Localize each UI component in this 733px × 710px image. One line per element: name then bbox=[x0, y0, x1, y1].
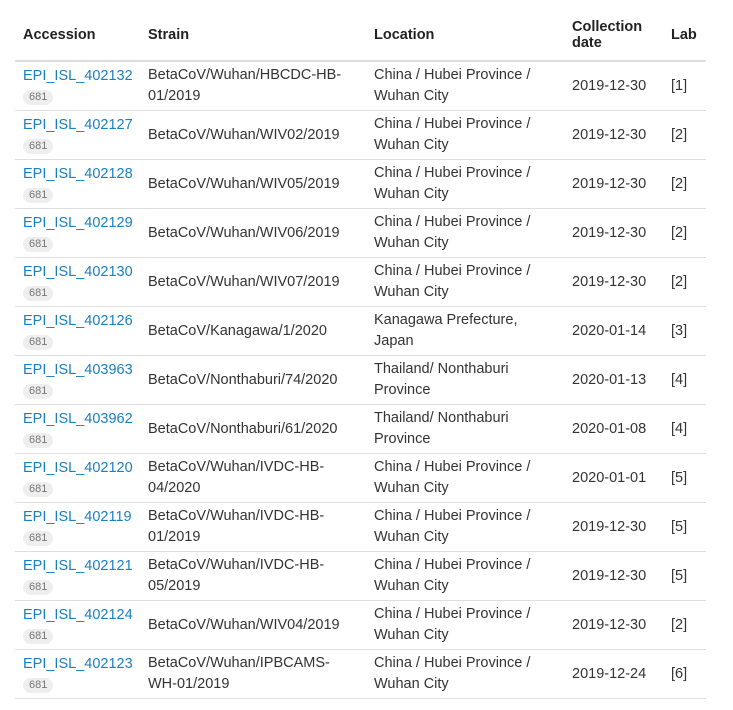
collection-date-cell: 2019-12-30 bbox=[564, 61, 663, 111]
count-badge: 681 bbox=[23, 482, 53, 497]
accession-link[interactable]: EPI_ISL_402126 bbox=[23, 313, 133, 329]
collection-date-cell: 2019-12-30 bbox=[564, 111, 663, 160]
strain-cell: BetaCoV/Nonthaburi/74/2020 bbox=[140, 356, 366, 405]
header-lab: Lab bbox=[663, 10, 706, 61]
header-row bbox=[15, 10, 706, 61]
collection-date-cell: 2019-12-30 bbox=[564, 552, 663, 601]
lab-cell: [5] bbox=[663, 552, 706, 601]
collection-date-cell: 2019-12-30 bbox=[564, 160, 663, 209]
accession-cell bbox=[15, 307, 140, 356]
count-badge: 681 bbox=[23, 629, 53, 644]
collection-date-cell: 2019-12-24 bbox=[564, 650, 663, 699]
location-cell: China / Hubei Province / Wuhan City bbox=[366, 258, 564, 307]
table-row bbox=[15, 61, 706, 111]
lab-cell: [4] bbox=[663, 356, 706, 405]
accession-cell bbox=[15, 111, 140, 160]
header-strain: Strain bbox=[140, 10, 366, 61]
location-cell: China / Hubei Province / Wuhan City bbox=[366, 552, 564, 601]
strain-cell: BetaCoV/Kanagawa/1/2020 bbox=[140, 307, 366, 356]
count-badge: 681 bbox=[23, 678, 53, 693]
location-cell: China / Hubei Province / Wuhan City bbox=[366, 454, 564, 503]
strain-cell: BetaCoV/Wuhan/IVDC-HB-01/2019 bbox=[140, 503, 366, 552]
table-body bbox=[15, 61, 706, 699]
location-cell: China / Hubei Province / Wuhan City bbox=[366, 503, 564, 552]
strain-cell: BetaCoV/Wuhan/WIV05/2019 bbox=[140, 160, 366, 209]
accession-link[interactable]: EPI_ISL_402132 bbox=[23, 68, 133, 84]
location-cell: China / Hubei Province / Wuhan City bbox=[366, 61, 564, 111]
strain-cell: BetaCoV/Wuhan/IVDC-HB-05/2019 bbox=[140, 552, 366, 601]
accession-cell bbox=[15, 356, 140, 405]
collection-date-cell: 2019-12-30 bbox=[564, 209, 663, 258]
lab-cell: [6] bbox=[663, 650, 706, 699]
accession-link[interactable]: EPI_ISL_402120 bbox=[23, 460, 133, 476]
header-accession: Accession bbox=[15, 10, 140, 61]
accession-cell bbox=[15, 503, 140, 552]
accession-link[interactable]: EPI_ISL_402119 bbox=[23, 509, 132, 525]
strain-cell: BetaCoV/Wuhan/IPBCAMS-WH-01/2019 bbox=[140, 650, 366, 699]
count-badge: 681 bbox=[23, 188, 53, 203]
collection-date-cell: 2019-12-30 bbox=[564, 601, 663, 650]
table-row bbox=[15, 209, 706, 258]
accession-cell bbox=[15, 650, 140, 699]
sequence-table-container bbox=[15, 10, 706, 699]
location-cell: China / Hubei Province / Wuhan City bbox=[366, 601, 564, 650]
header-collection-date: Collection date bbox=[564, 10, 663, 61]
location-cell: Thailand/ Nonthaburi Province bbox=[366, 405, 564, 454]
count-badge: 681 bbox=[23, 433, 53, 448]
lab-cell: [5] bbox=[663, 454, 706, 503]
accession-cell bbox=[15, 160, 140, 209]
location-cell: China / Hubei Province / Wuhan City bbox=[366, 111, 564, 160]
strain-cell: BetaCoV/Wuhan/WIV07/2019 bbox=[140, 258, 366, 307]
table-row bbox=[15, 160, 706, 209]
count-badge: 681 bbox=[23, 286, 53, 301]
accession-link[interactable]: EPI_ISL_402129 bbox=[23, 215, 133, 231]
count-badge: 681 bbox=[23, 139, 53, 154]
table-row bbox=[15, 307, 706, 356]
strain-cell: BetaCoV/Nonthaburi/61/2020 bbox=[140, 405, 366, 454]
collection-date-cell: 2019-12-30 bbox=[564, 258, 663, 307]
location-cell: Thailand/ Nonthaburi Province bbox=[366, 356, 564, 405]
strain-cell: BetaCoV/Wuhan/IVDC-HB-04/2020 bbox=[140, 454, 366, 503]
lab-cell: [3] bbox=[663, 307, 706, 356]
table-row bbox=[15, 258, 706, 307]
table-row bbox=[15, 503, 706, 552]
collection-date-cell: 2020-01-14 bbox=[564, 307, 663, 356]
table-row bbox=[15, 601, 706, 650]
header-location: Location bbox=[366, 10, 564, 61]
strain-cell: BetaCoV/Wuhan/HBCDC-HB-01/2019 bbox=[140, 61, 366, 111]
table-row bbox=[15, 454, 706, 503]
accession-cell bbox=[15, 61, 140, 111]
strain-cell: BetaCoV/Wuhan/WIV04/2019 bbox=[140, 601, 366, 650]
collection-date-cell: 2020-01-13 bbox=[564, 356, 663, 405]
collection-date-cell: 2020-01-01 bbox=[564, 454, 663, 503]
count-badge: 681 bbox=[23, 531, 53, 546]
accession-link[interactable]: EPI_ISL_402128 bbox=[23, 166, 133, 182]
accession-link[interactable]: EPI_ISL_403962 bbox=[23, 411, 133, 427]
location-cell: China / Hubei Province / Wuhan City bbox=[366, 650, 564, 699]
lab-cell: [5] bbox=[663, 503, 706, 552]
accession-cell bbox=[15, 552, 140, 601]
lab-cell: [2] bbox=[663, 160, 706, 209]
lab-cell: [4] bbox=[663, 405, 706, 454]
table-row bbox=[15, 111, 706, 160]
accession-cell bbox=[15, 405, 140, 454]
strain-cell: BetaCoV/Wuhan/WIV06/2019 bbox=[140, 209, 366, 258]
accession-link[interactable]: EPI_ISL_402127 bbox=[23, 117, 133, 133]
location-cell: China / Hubei Province / Wuhan City bbox=[366, 160, 564, 209]
location-cell: Kanagawa Prefecture, Japan bbox=[366, 307, 564, 356]
location-cell: China / Hubei Province / Wuhan City bbox=[366, 209, 564, 258]
collection-date-cell: 2019-12-30 bbox=[564, 503, 663, 552]
count-badge: 681 bbox=[23, 384, 53, 399]
count-badge: 681 bbox=[23, 580, 53, 595]
table-header bbox=[15, 10, 706, 61]
collection-date-cell: 2020-01-08 bbox=[564, 405, 663, 454]
count-badge: 681 bbox=[23, 237, 53, 252]
sequence-table bbox=[15, 10, 706, 699]
accession-link[interactable]: EPI_ISL_402121 bbox=[23, 558, 133, 574]
accession-cell bbox=[15, 454, 140, 503]
lab-cell: [1] bbox=[663, 61, 706, 111]
table-row bbox=[15, 650, 706, 699]
accession-cell bbox=[15, 209, 140, 258]
count-badge: 681 bbox=[23, 335, 53, 350]
table-row bbox=[15, 405, 706, 454]
accession-cell bbox=[15, 258, 140, 307]
accession-cell bbox=[15, 601, 140, 650]
lab-cell: [2] bbox=[663, 258, 706, 307]
table-row bbox=[15, 356, 706, 405]
lab-cell: [2] bbox=[663, 111, 706, 160]
accession-link[interactable]: EPI_ISL_402124 bbox=[23, 607, 133, 623]
accession-link[interactable]: EPI_ISL_403963 bbox=[23, 362, 133, 378]
strain-cell: BetaCoV/Wuhan/WIV02/2019 bbox=[140, 111, 366, 160]
lab-cell: [2] bbox=[663, 209, 706, 258]
lab-cell: [2] bbox=[663, 601, 706, 650]
accession-link[interactable]: EPI_ISL_402123 bbox=[23, 656, 133, 672]
table-row bbox=[15, 552, 706, 601]
accession-link[interactable]: EPI_ISL_402130 bbox=[23, 264, 133, 280]
count-badge: 681 bbox=[23, 90, 53, 105]
